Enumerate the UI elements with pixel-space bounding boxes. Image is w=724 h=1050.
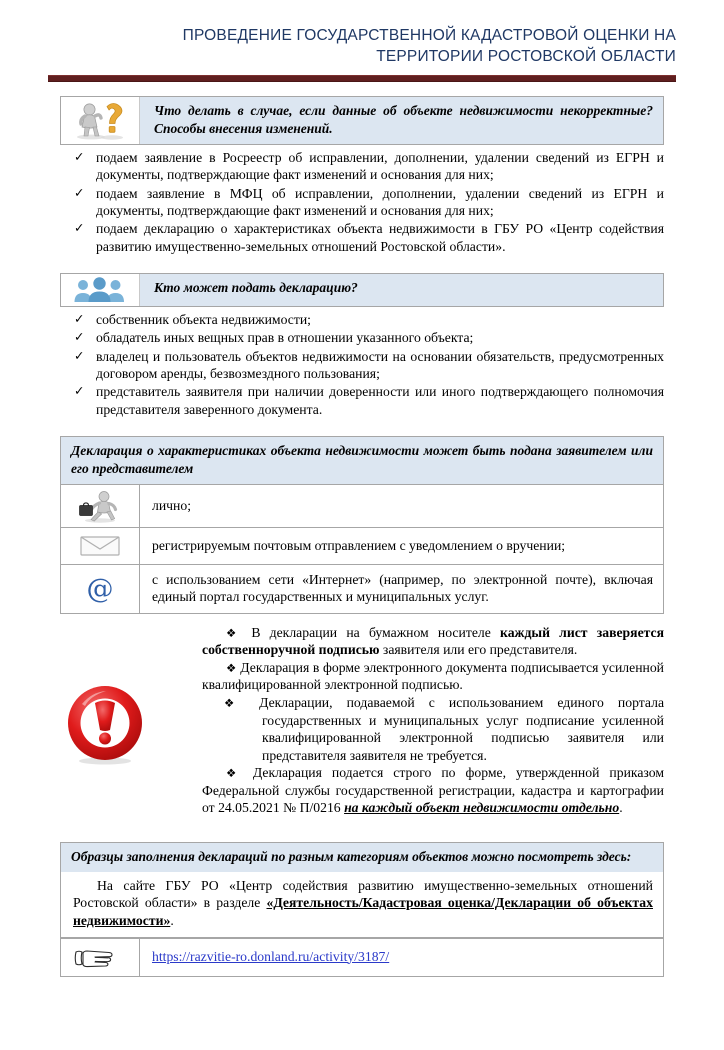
- title-divider: [48, 75, 676, 82]
- page-title-line-2: ТЕРРИТОРИИ РОСТОВСКОЙ ОБЛАСТИ: [376, 47, 676, 65]
- warnings-section: [60, 624, 664, 830]
- list-item: ✓ собственник объекта недвижимости;: [60, 311, 664, 328]
- warning-item: [202, 694, 664, 764]
- section-header-who-can-file: [60, 273, 664, 307]
- samples-note-text: На сайте ГБУ РО «Центр содействия развитию имущественно-земельных отношений Ростовской области» в разделе: [73, 877, 653, 911]
- people-group-icon: [61, 274, 140, 306]
- samples-note-emphasis: «Деятельность/Кадастровая оценка/Декларации об объектах недвижимости»: [73, 895, 653, 929]
- samples-url-link[interactable]: https://razvitie-ro.donland.ru/activity/3187/: [152, 948, 390, 964]
- list-item: ✓ владелец и пользователь объектов недвижимости на основании обязательств, предусмотренных договором аренды, безвозмездного пользования;: [60, 348, 664, 383]
- warning-text-emphasis: на каждый объект недвижимости отдельно: [344, 800, 620, 816]
- warnings-list: [202, 624, 664, 817]
- warning-item: [202, 764, 664, 817]
- section-header-incorrect-data-title: Что делать в случае, если данные об объекте недвижимости некорректные? Способы внесения изменений.: [154, 102, 653, 136]
- how-to-file-text: с использованием сети «Интернет» (например, по электронной почте), включая единый портал государственных и муниципальных услуг.: [140, 565, 664, 614]
- table-row: [61, 485, 664, 528]
- svg-text:@: @: [86, 573, 114, 605]
- warning-text: .: [619, 800, 623, 816]
- who-can-file-list: [60, 311, 664, 418]
- at-sign-icon: [61, 565, 140, 614]
- person-question-mark-icon: [61, 97, 140, 144]
- incorrect-data-list: [60, 149, 664, 255]
- diamond-bullet-icon: ❖: [226, 625, 243, 640]
- how-to-file-table: [60, 484, 664, 614]
- samples-note-text: .: [170, 913, 174, 929]
- section-header-samples-title: Образцы заполнения деклараций по разным категориям объектов можно посмотреть здесь:: [71, 848, 632, 864]
- warning-text: Декларация в форме электронного документа подписывается усиленной квалифицированной электронной подписью.: [202, 659, 665, 693]
- page-title-line-1: ПРОВЕДЕНИЕ ГОСУДАРСТВЕННОЙ КАДАСТРОВОЙ ОЦЕНКИ НА: [182, 27, 676, 44]
- red-exclamation-icon: [62, 682, 148, 768]
- how-to-file-text: регистрируемым почтовым отправлением с уведомлением о вручении;: [140, 528, 664, 565]
- samples-link-cell[interactable]: [140, 938, 664, 976]
- section-header-how-to-file: [60, 436, 664, 484]
- warning-text: Декларации, подаваемой с использованием единого портала государственных и муниципальных услуг подписание усиленной квалифицированной электронной подписью заявителя или представителя заявителя не требуется.: [259, 695, 665, 763]
- pointing-hand-icon: [61, 938, 140, 976]
- warning-text: Декларация подается строго по форме, утвержденной приказом Федеральной службы государственной регистрации, кадастра и картографии от 24.05.2021 № П/0216: [202, 765, 665, 816]
- samples-link-table: [60, 938, 664, 977]
- samples-note: [60, 872, 664, 938]
- warning-item: [202, 624, 664, 659]
- how-to-file-text: лично;: [140, 485, 664, 528]
- person-running-briefcase-icon: [61, 485, 140, 528]
- section-header-incorrect-data: [60, 96, 664, 145]
- section-header-how-to-file-title: Декларация о характеристиках объекта недвижимости может быть подана заявителем или его представителем: [71, 442, 653, 477]
- warning-text: В декларации на бумажном носителе: [251, 624, 501, 640]
- warning-text-bold: каждый лист заверяется собственноручной подписью: [202, 624, 665, 658]
- list-item: ✓ подаем декларацию о характеристиках объекта недвижимости в ГБУ РО «Центр содействия развитию имущественно-земельных отношений Ростовской области».: [60, 220, 664, 255]
- document-page: [0, 26, 724, 1050]
- diamond-bullet-icon: ❖: [226, 766, 243, 781]
- section-header-who-can-file-title: Кто может подать декларацию?: [154, 279, 358, 295]
- page-title: [48, 26, 676, 68]
- diamond-bullet-icon: ❖: [224, 696, 245, 710]
- list-item: ✓ подаем заявление в Росреестр об исправлении, дополнении, удалении сведений из ЕГРН и документы, подтверждающие факт изменений и основания для них;: [60, 149, 664, 184]
- diamond-bullet-icon: ❖: [226, 660, 237, 675]
- document-body: [60, 96, 664, 977]
- list-item: ✓ подаем заявление в МФЦ об исправлении, дополнении, удалении сведений из ЕГРН и документы, подтверждающие факт изменений и основания для них;: [60, 185, 664, 220]
- table-row: [61, 938, 664, 976]
- table-row: [61, 565, 664, 614]
- section-header-samples: [60, 842, 664, 872]
- warning-text: заявителя или его представителя.: [379, 642, 578, 658]
- list-item: ✓ обладатель иных вещных прав в отношении указанного объекта;: [60, 329, 664, 346]
- warning-item: [202, 659, 664, 694]
- table-row: [61, 528, 664, 565]
- list-item: ✓ представитель заявителя при наличии доверенности или иного подтверждающего полномочия представителя заверенного документа.: [60, 383, 664, 418]
- envelope-icon: [61, 528, 140, 565]
